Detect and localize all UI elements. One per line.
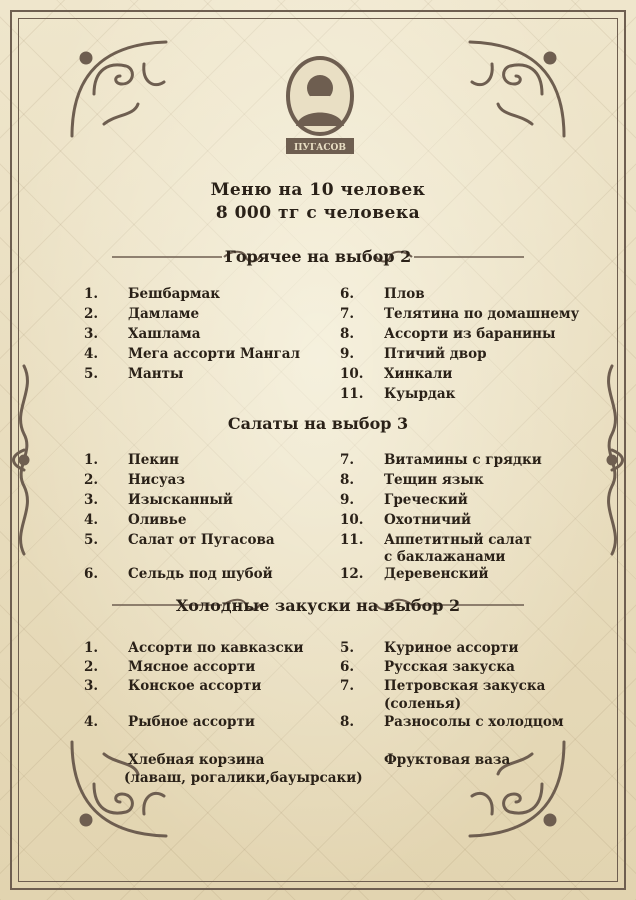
bread-basket [124,752,388,792]
side-ornament-left [6,360,42,560]
hot-section-title: Горячее на выбор 2 [224,247,412,266]
bread-basket-label: Хлебная корзина [128,752,265,768]
fruit-vase [384,752,564,772]
salads-section-title: Салаты на выбор 3 [227,414,409,433]
bread-basket-note: (лаваш, рогалики,бауырсаки) [124,770,363,786]
restaurant-logo-icon [280,54,360,158]
cold-section-title: Холодные закуски на выбор 2 [175,596,461,615]
menu-price: 8 000 тг с человека [215,203,421,223]
side-ornament-right [594,360,630,560]
logo-caption: ПУГАСОВ [294,143,346,153]
corner-ornament-top-left [64,34,174,144]
corner-ornament-top-right [462,34,572,144]
hot-list-right: 6. Плов 7. Телятина по домашнему 8. Ассорти из баранины 9. Птичий двор 10. Хинкали 11. Куырдак [340,286,580,402]
hot-list-left: 1. Бешбармак 2. Дамламе 3. Хашлама 4. Мега ассорти Мангал 5. Манты [84,286,301,382]
salads-list-right: 7. Витамины с грядки 8. Тещин язык 9. Греческий 10. Охотничий 11. Аппетитный салат с баклажанами 12. Деревенский [340,452,542,582]
salads-list-left: 1. Пекин 2. Нисуаз 3. Изысканный 4. Оливье 5. Салат от Пугасова 6. Сельдь под шубой [84,452,275,582]
fruit-vase-label: Фруктовая ваза [384,752,511,768]
cold-list-left: 1. Ассорти по кавказски 2. Мясное ассорти 3. Конское ассорти 4. Рыбное ассорти [84,640,304,730]
corner-ornament-bottom-right [462,734,572,844]
menu-title: Меню на 10 человек [210,180,426,200]
cold-list-right: 5. Куриное ассорти 6. Русская закуска 7. Петровская закуска (соленья) 8. Разносолы с холодцом [340,640,564,730]
